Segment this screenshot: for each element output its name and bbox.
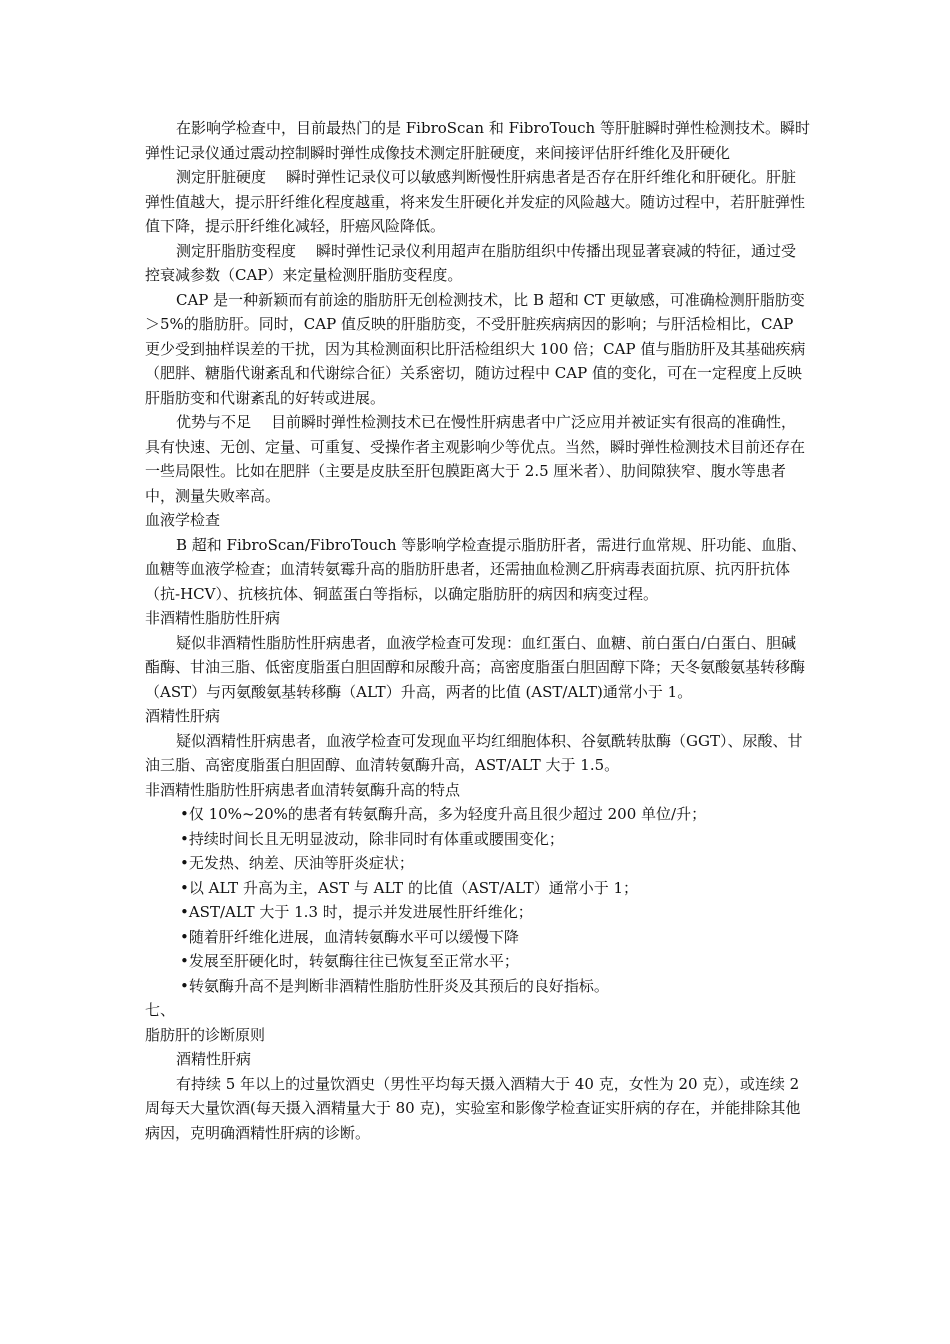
list-item: •以 ALT 升高为主，AST 与 ALT 的比值（AST/ALT）通常小于 1； — [180, 878, 639, 897]
section-number: 七、 — [145, 1001, 176, 1019]
paragraph-elastography-intro: 在影响学检查中，目前最热门的是 FibroScan 和 FibroTouch 等肝脏瞬时弹性检测技术。瞬时弹性记录仪通过震动控制瞬时弹性成像技术测定肝脏硬度，来间接评估肝纤维化及肝硬化 — [145, 119, 810, 162]
section-heading-diagnosis-principles: 脂肪肝的诊断原则 — [145, 1025, 266, 1044]
list-item: •转氨酶升高不是判断非酒精性脂肪性肝炎及其预后的良好指标。 — [180, 976, 609, 995]
bullet-list — [145, 802, 810, 998]
document-page — [145, 116, 810, 1145]
paragraph-body: 瞬时弹性记录仪利用超声在脂肪组织中传播出现显著衰减的特征，通过受控衰减参数（CAP）来定量检测肝脂肪变程度。 — [145, 241, 797, 284]
paragraph-heading: 测定肝脂肪变程度 — [176, 241, 297, 260]
subheading-ald: 酒精性肝病 — [176, 1050, 252, 1068]
list-item: •持续时间长且无明显波动，除非同时有体重或腰围变化； — [180, 829, 564, 848]
paragraph-nafld: 疑似非酒精性脂肪性肝病患者，血液学检查可发现：血红蛋白、血糖、前白蛋白/白蛋白、胆碱酯酶、甘油三脂、低密度脂蛋白胆固醇和尿酸升高；高密度脂蛋白胆固醇下降；天冬氨酸氨基转移酶（AST）与丙氨酸氨基转移酶（ALT）升高，两者的比值 (AST/ALT)通常小于 1。 — [145, 633, 806, 701]
paragraph-heading: 测定肝脏硬度 — [176, 168, 267, 186]
paragraph-ald: 疑似酒精性肝病患者，血液学检查可发现血平均红细胞体积、谷氨酰转肽酶（GGT）、尿酸、甘油三脂、高密度脂蛋白胆固醇、血清转氨酶升高，AST/ALT 大于 1.5。 — [145, 731, 803, 774]
list-item: •AST/ALT 大于 1.3 时，提示并发进展性肝纤维化； — [180, 903, 533, 921]
paragraph-cap: CAP 是一种新颖而有前途的脂肪肝无创检测技术，比 B 超和 CT 更敏感，可准确检测肝脂肪变＞5%的脂肪肝。同时，CAP 值反映的肝脂肪变，不受肝脏疾病病因的影响；与肝活检相比，CAP 更少受到抽样误差的干扰，因为其检测面积比肝活检组织大 100 倍；CAP 值与脂肪肝及其基础疾病（肥胖、糖脂代谢紊乱和代谢综合征）关系密切，随访过程中 CAP 值的变化，可在一定程度上反映肝脂肪变和代谢紊乱的好转或进展。 — [145, 290, 806, 407]
list-item: •无发热、纳差、厌油等肝炎症状； — [180, 854, 414, 872]
paragraph-blood-tests: B 超和 FibroScan/FibroTouch 等影响学检查提示脂肪肝者，需进行血常规、肝功能、血脂、血糖等血液学检查；血清转氨霉升高的脂肪肝患者，还需抽血检测乙肝病毒表面抗原、抗丙肝抗体（抗-HCV）、抗核抗体、铜蓝蛋白等指标，以确定脂肪肝的病因和病变过程。 — [145, 535, 807, 603]
paragraph-heading: 优势与不足 — [176, 413, 252, 431]
paragraph-ald-diagnosis: 有持续 5 年以上的过量饮酒史（男性平均每天摄入酒精大于 40 克，女性为 20 克），或连续 2 周每天大量饮酒(每天摄入酒精量大于 80 克)，实验室和影像学检查证实肝病的存在，并能排除其他病因，克明确酒精性肝病的诊断。 — [145, 1074, 801, 1142]
paragraph-pros-cons — [145, 410, 810, 508]
paragraph-steatosis-degree — [145, 239, 810, 288]
section-heading-nafld: 非酒精性脂肪性肝病 — [145, 609, 281, 627]
section-heading-blood-tests: 血液学检查 — [145, 511, 221, 529]
paragraph-body: 瞬时弹性记录仪可以敏感判断慢性肝病患者是否存在肝纤维化和肝硬化。肝脏弹性值越大，提示肝纤维化程度越重，将来发生肝硬化并发症的风险越大。随访过程中，若肝脏弹性值下降，提示肝纤维化减轻，肝癌风险降低。 — [145, 168, 806, 235]
paragraph-liver-stiffness — [145, 165, 810, 239]
list-item: •发展至肝硬化时，转氨酶往往已恢复至正常水平； — [180, 952, 519, 970]
list-item: •仅 10%~20%的患者有转氨酶升高，多为轻度升高且很少超过 200 单位/升； — [180, 805, 707, 823]
section-heading-ald: 酒精性肝病 — [145, 707, 221, 725]
list-item: •随着肝纤维化进展，血清转氨酶水平可以缓慢下降 — [180, 927, 519, 946]
section-heading-transaminase-features: 非酒精性脂肪性肝病患者血清转氨酶升高的特点 — [145, 780, 461, 799]
paragraph-body: 目前瞬时弹性检测技术已在慢性肝病患者中广泛应用并被证实有很高的准确性，具有快速、无创、定量、可重复、受操作者主观影响少等优点。当然，瞬时弹性检测技术目前还存在一些局限性。比如在肥胖（主要是皮肤至肝包膜距离大于 2.5 厘米者）、肋间隙狭窄、腹水等患者中，测量失败率高。 — [145, 413, 806, 505]
